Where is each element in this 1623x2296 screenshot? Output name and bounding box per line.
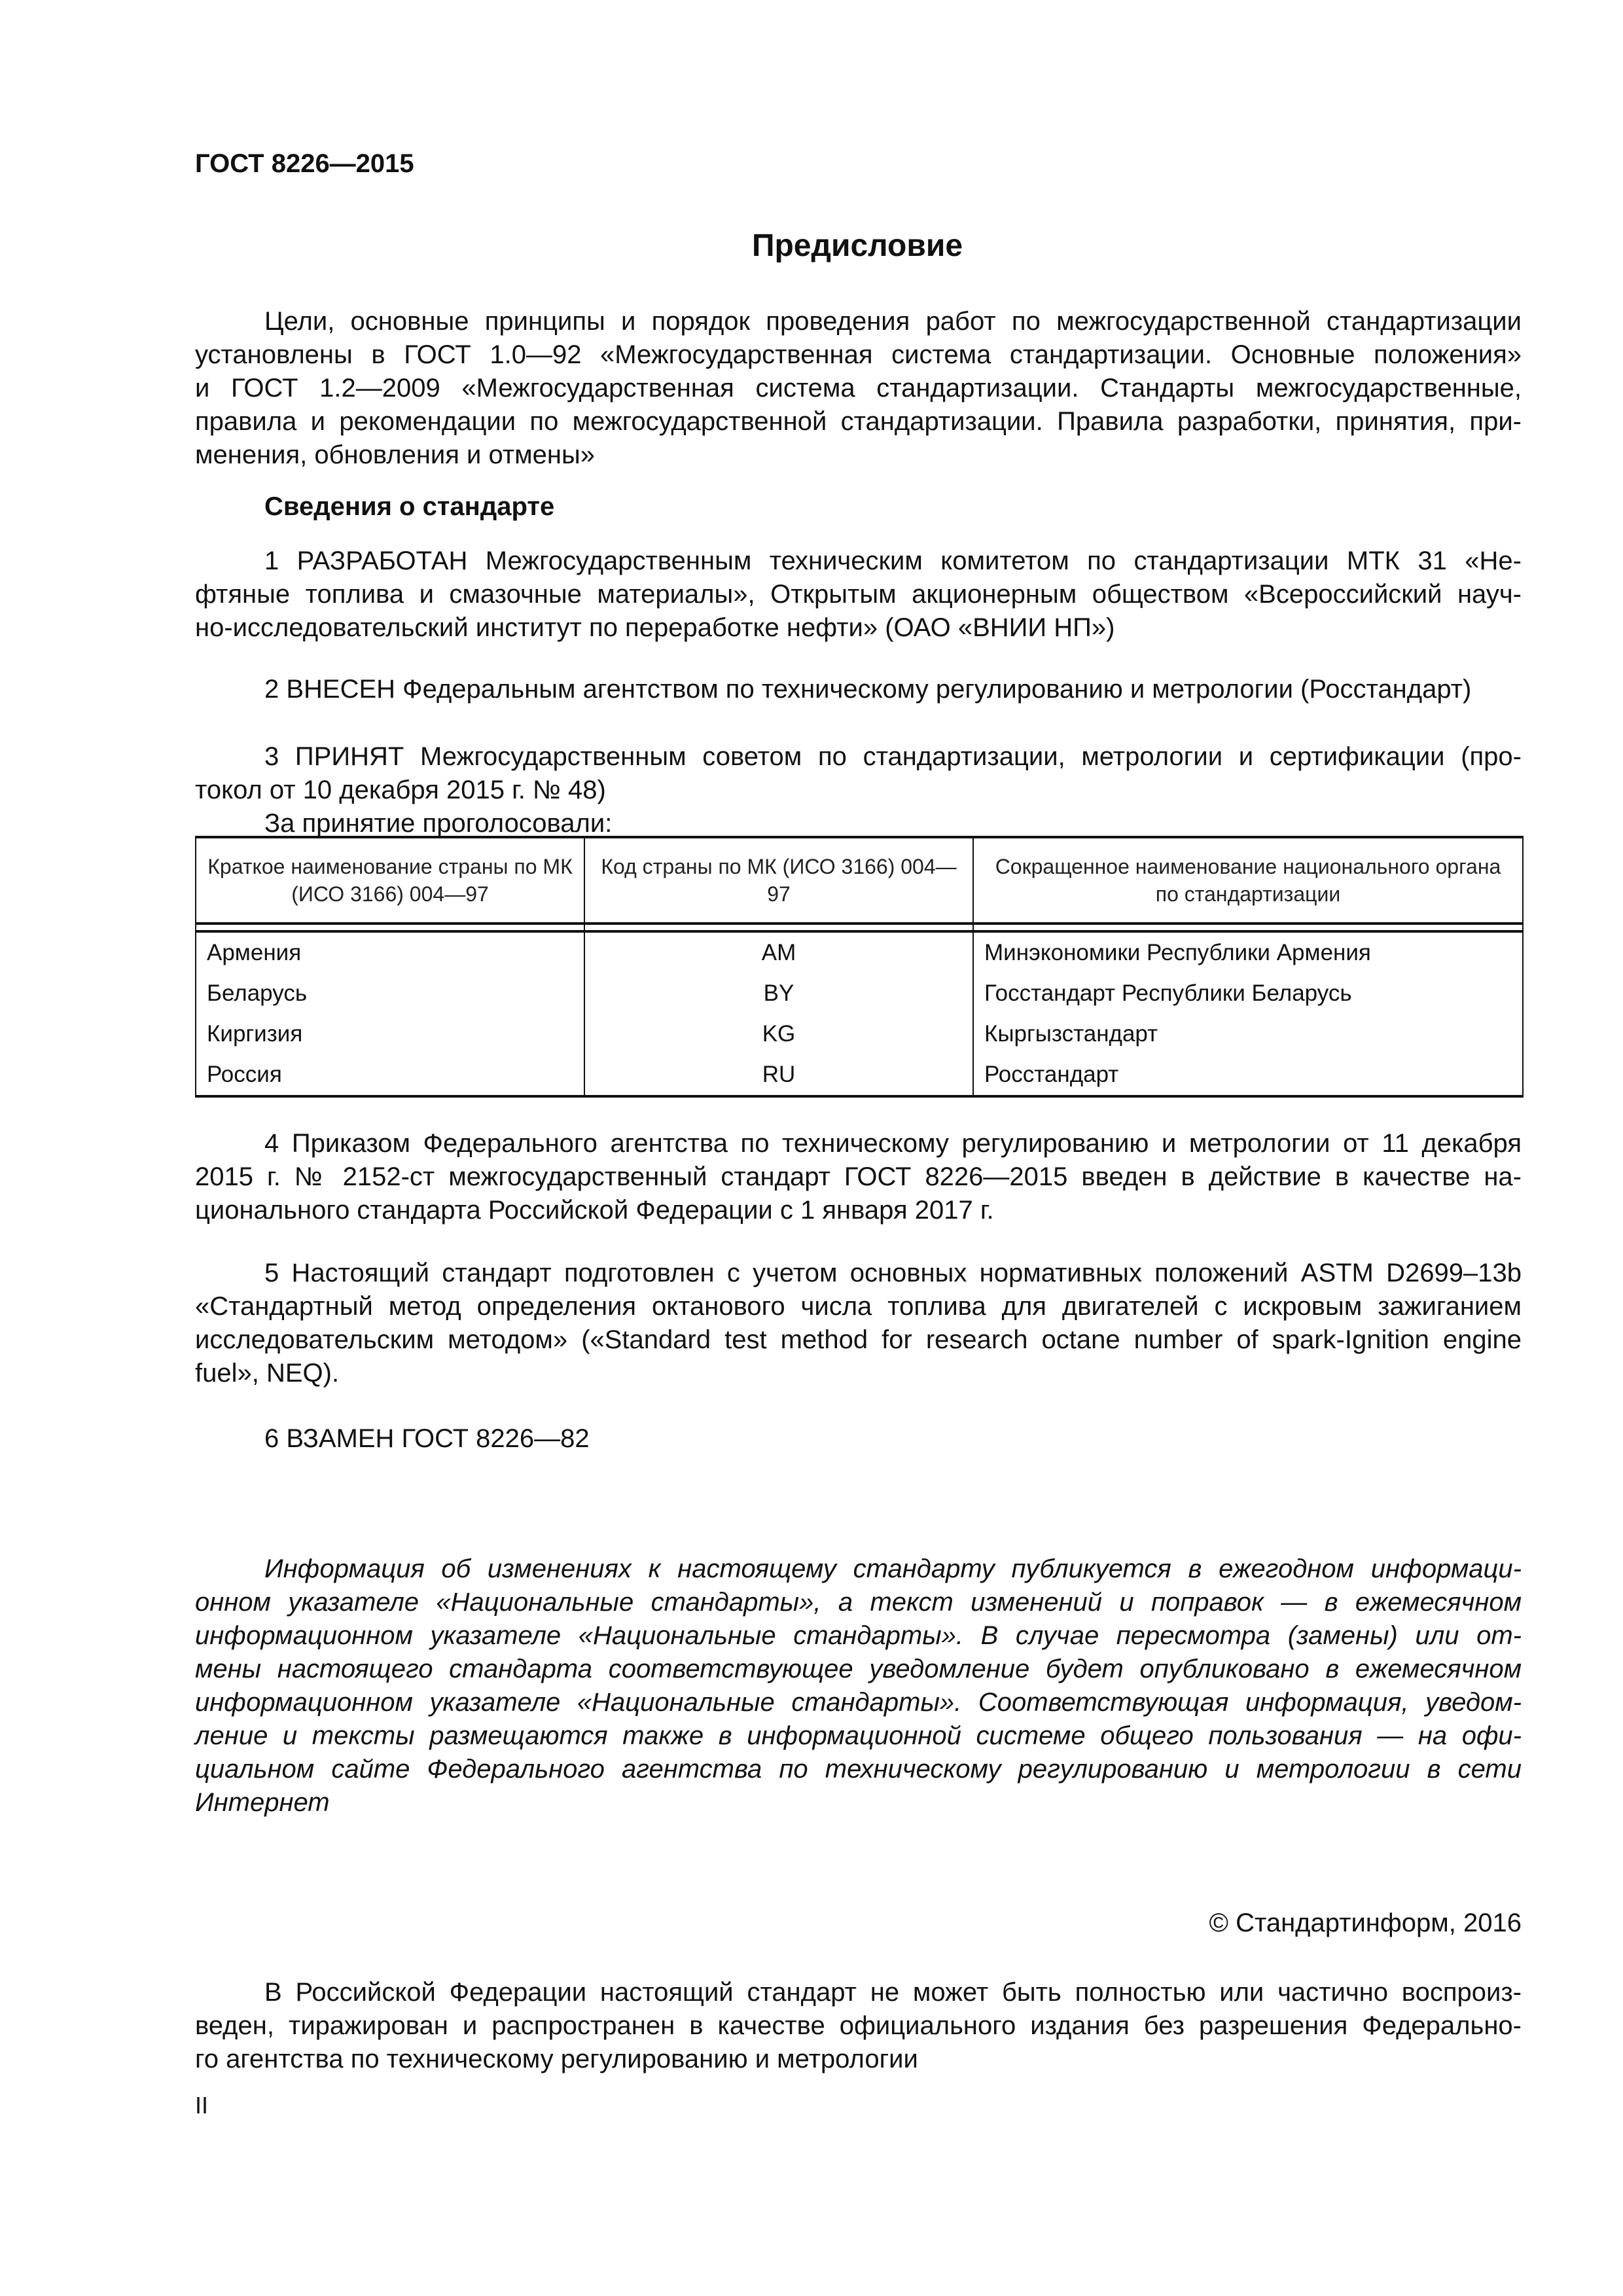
country-code: BY — [584, 973, 973, 1014]
standards-body: Росстандарт — [973, 1054, 1523, 1096]
table-header-row — [196, 837, 1523, 924]
country-code: KG — [584, 1014, 973, 1054]
text-line: 1 РАЗРАБОТАН Межгосударственным техническим комитетом по стандартизации МТК 31 «Не- — [264, 547, 1522, 575]
text-line: ление и тексты размещаются также в информационной системе общего пользования — на офи- — [195, 1721, 1522, 1750]
country-name: Россия — [196, 1054, 584, 1096]
text-line: Информация об изменениях к настоящему стандарту публикуется в ежегодном информаци- — [264, 1554, 1522, 1583]
text-line: информационном указателе «Национальные стандарты». Соответствующая информация, уведом- — [195, 1688, 1522, 1717]
text-line: токол от 10 декабря 2015 г. № 48) — [195, 776, 606, 804]
text-line: фтяные топлива и смазочные материалы», Открытым акционерным обществом «Всероссийский науч- — [195, 580, 1522, 609]
text-line: fuel», NEQ). — [195, 1359, 340, 1388]
table-row — [196, 1054, 1523, 1096]
rights-paragraph — [195, 1976, 1522, 2076]
text-line: 5 Настоящий стандарт подготовлен с учетом основных нормативных положений ASTM D2699–13b — [264, 1259, 1522, 1287]
text-line: информационном указателе «Национальные стандарты». В случае пересмотра (замены) или от- — [195, 1621, 1522, 1650]
item-6 — [195, 1422, 1522, 1456]
standards-body: Минэкономики Республики Армения — [973, 931, 1523, 973]
text-line: но-исследовательский институт по переработке нефти» (ОАО «ВНИИ НП») — [195, 613, 1115, 642]
text-line: го агентства по техническому регулированию и метрологии — [195, 2045, 918, 2073]
document-number: ГОСТ 8226—2015 — [195, 149, 414, 178]
text-line: циальном сайте Федерального агентства по техническому регулированию и метрологии в сети — [195, 1755, 1522, 1784]
text-line: В Российской Федерации настоящий стандарт не может быть полностью или частично воспроиз- — [264, 1978, 1522, 2007]
standards-body: Кыргызстандарт — [973, 1014, 1523, 1054]
text-line: 2 ВНЕСЕН Федеральным агентством по техническому регулированию и метрологии (Росстандарт) — [264, 675, 1472, 704]
amendments-notice — [195, 1552, 1522, 1820]
text-line: ционального стандарта Российской Федерации с 1 января 2017 г. — [195, 1196, 994, 1225]
text-line: 3 ПРИНЯТ Межгосударственным советом по стандартизации, метрологии и сертификации (про- — [264, 742, 1522, 771]
column-header: Сокращенное наименование национального органа по стандартизации — [973, 837, 1523, 924]
country-code: RU — [584, 1054, 973, 1096]
text-line: 4 Приказом Федерального агентства по техническому регулированию и метрологии от 11 декабря — [264, 1129, 1522, 1158]
item-2 — [195, 673, 1522, 706]
country-name: Армения — [196, 931, 584, 973]
text-line: и ГОСТ 1.2—2009 «Межгосударственная система стандартизации. Стандарты межгосударственные, — [195, 374, 1522, 403]
country-name: Киргизия — [196, 1014, 584, 1054]
standards-body: Госстандарт Республики Беларусь — [973, 973, 1523, 1014]
column-header: Код страны по МК (ИСО 3166) 004—97 — [584, 837, 973, 924]
text-line: менения, обновления и отмены» — [195, 440, 595, 469]
copyright: © Стандартинформ, 2016 — [1209, 1909, 1522, 1937]
item-5 — [195, 1257, 1522, 1390]
item-4 — [195, 1127, 1522, 1227]
table-row — [196, 1014, 1523, 1054]
column-header: Краткое наименование страны по МК (ИСО 3166) 004—97 — [196, 837, 584, 924]
country-code: AM — [584, 931, 973, 973]
text-line: веден, тиражирован и распространен в качестве официального издания без разрешения Федерально- — [195, 2011, 1522, 2040]
text-line: онном указателе «Национальные стандарты», а текст изменений и поправок — в ежемесячном — [195, 1588, 1522, 1617]
text-line: 6 ВЗАМЕН ГОСТ 8226—82 — [264, 1424, 590, 1453]
page-number: II — [195, 2092, 209, 2119]
voting-countries-table — [195, 836, 1524, 1098]
table-row — [196, 973, 1523, 1014]
text-line: Цели, основные принципы и порядок проведения работ по межгосударственной стандартизации — [264, 307, 1522, 336]
text-line: «Стандартный метод определения октанового числа топлива для двигателей с искровым зажиганием — [195, 1292, 1522, 1321]
country-name: Беларусь — [196, 973, 584, 1014]
text-line: Интернет — [195, 1788, 330, 1817]
page-title: Предисловие — [751, 228, 963, 263]
section-heading: Сведения о стандарте — [264, 492, 555, 521]
vote-label: За принятие проголосовали: — [264, 809, 613, 838]
table-row — [196, 931, 1523, 973]
text-line: мены настоящего стандарта соответствующее уведомление будет опубликовано в ежемесячном — [195, 1655, 1522, 1683]
text-line: 2015 г. № 2152-ст межгосударственный стандарт ГОСТ 8226—2015 введен в действие в качестве на- — [195, 1162, 1522, 1191]
item-3 — [195, 740, 1522, 840]
text-line: установлены в ГОСТ 1.0—92 «Межгосударственная система стандартизации. Основные положения» — [195, 340, 1522, 369]
intro-paragraph — [195, 305, 1522, 472]
text-line: исследовательским методом» («Standard test method for research octane number of spark-Ignition engine — [195, 1325, 1522, 1354]
item-1 — [195, 545, 1522, 645]
text-line: правила и рекомендации по межгосударственной стандартизации. Правила разработки, принятия, при- — [195, 407, 1522, 436]
